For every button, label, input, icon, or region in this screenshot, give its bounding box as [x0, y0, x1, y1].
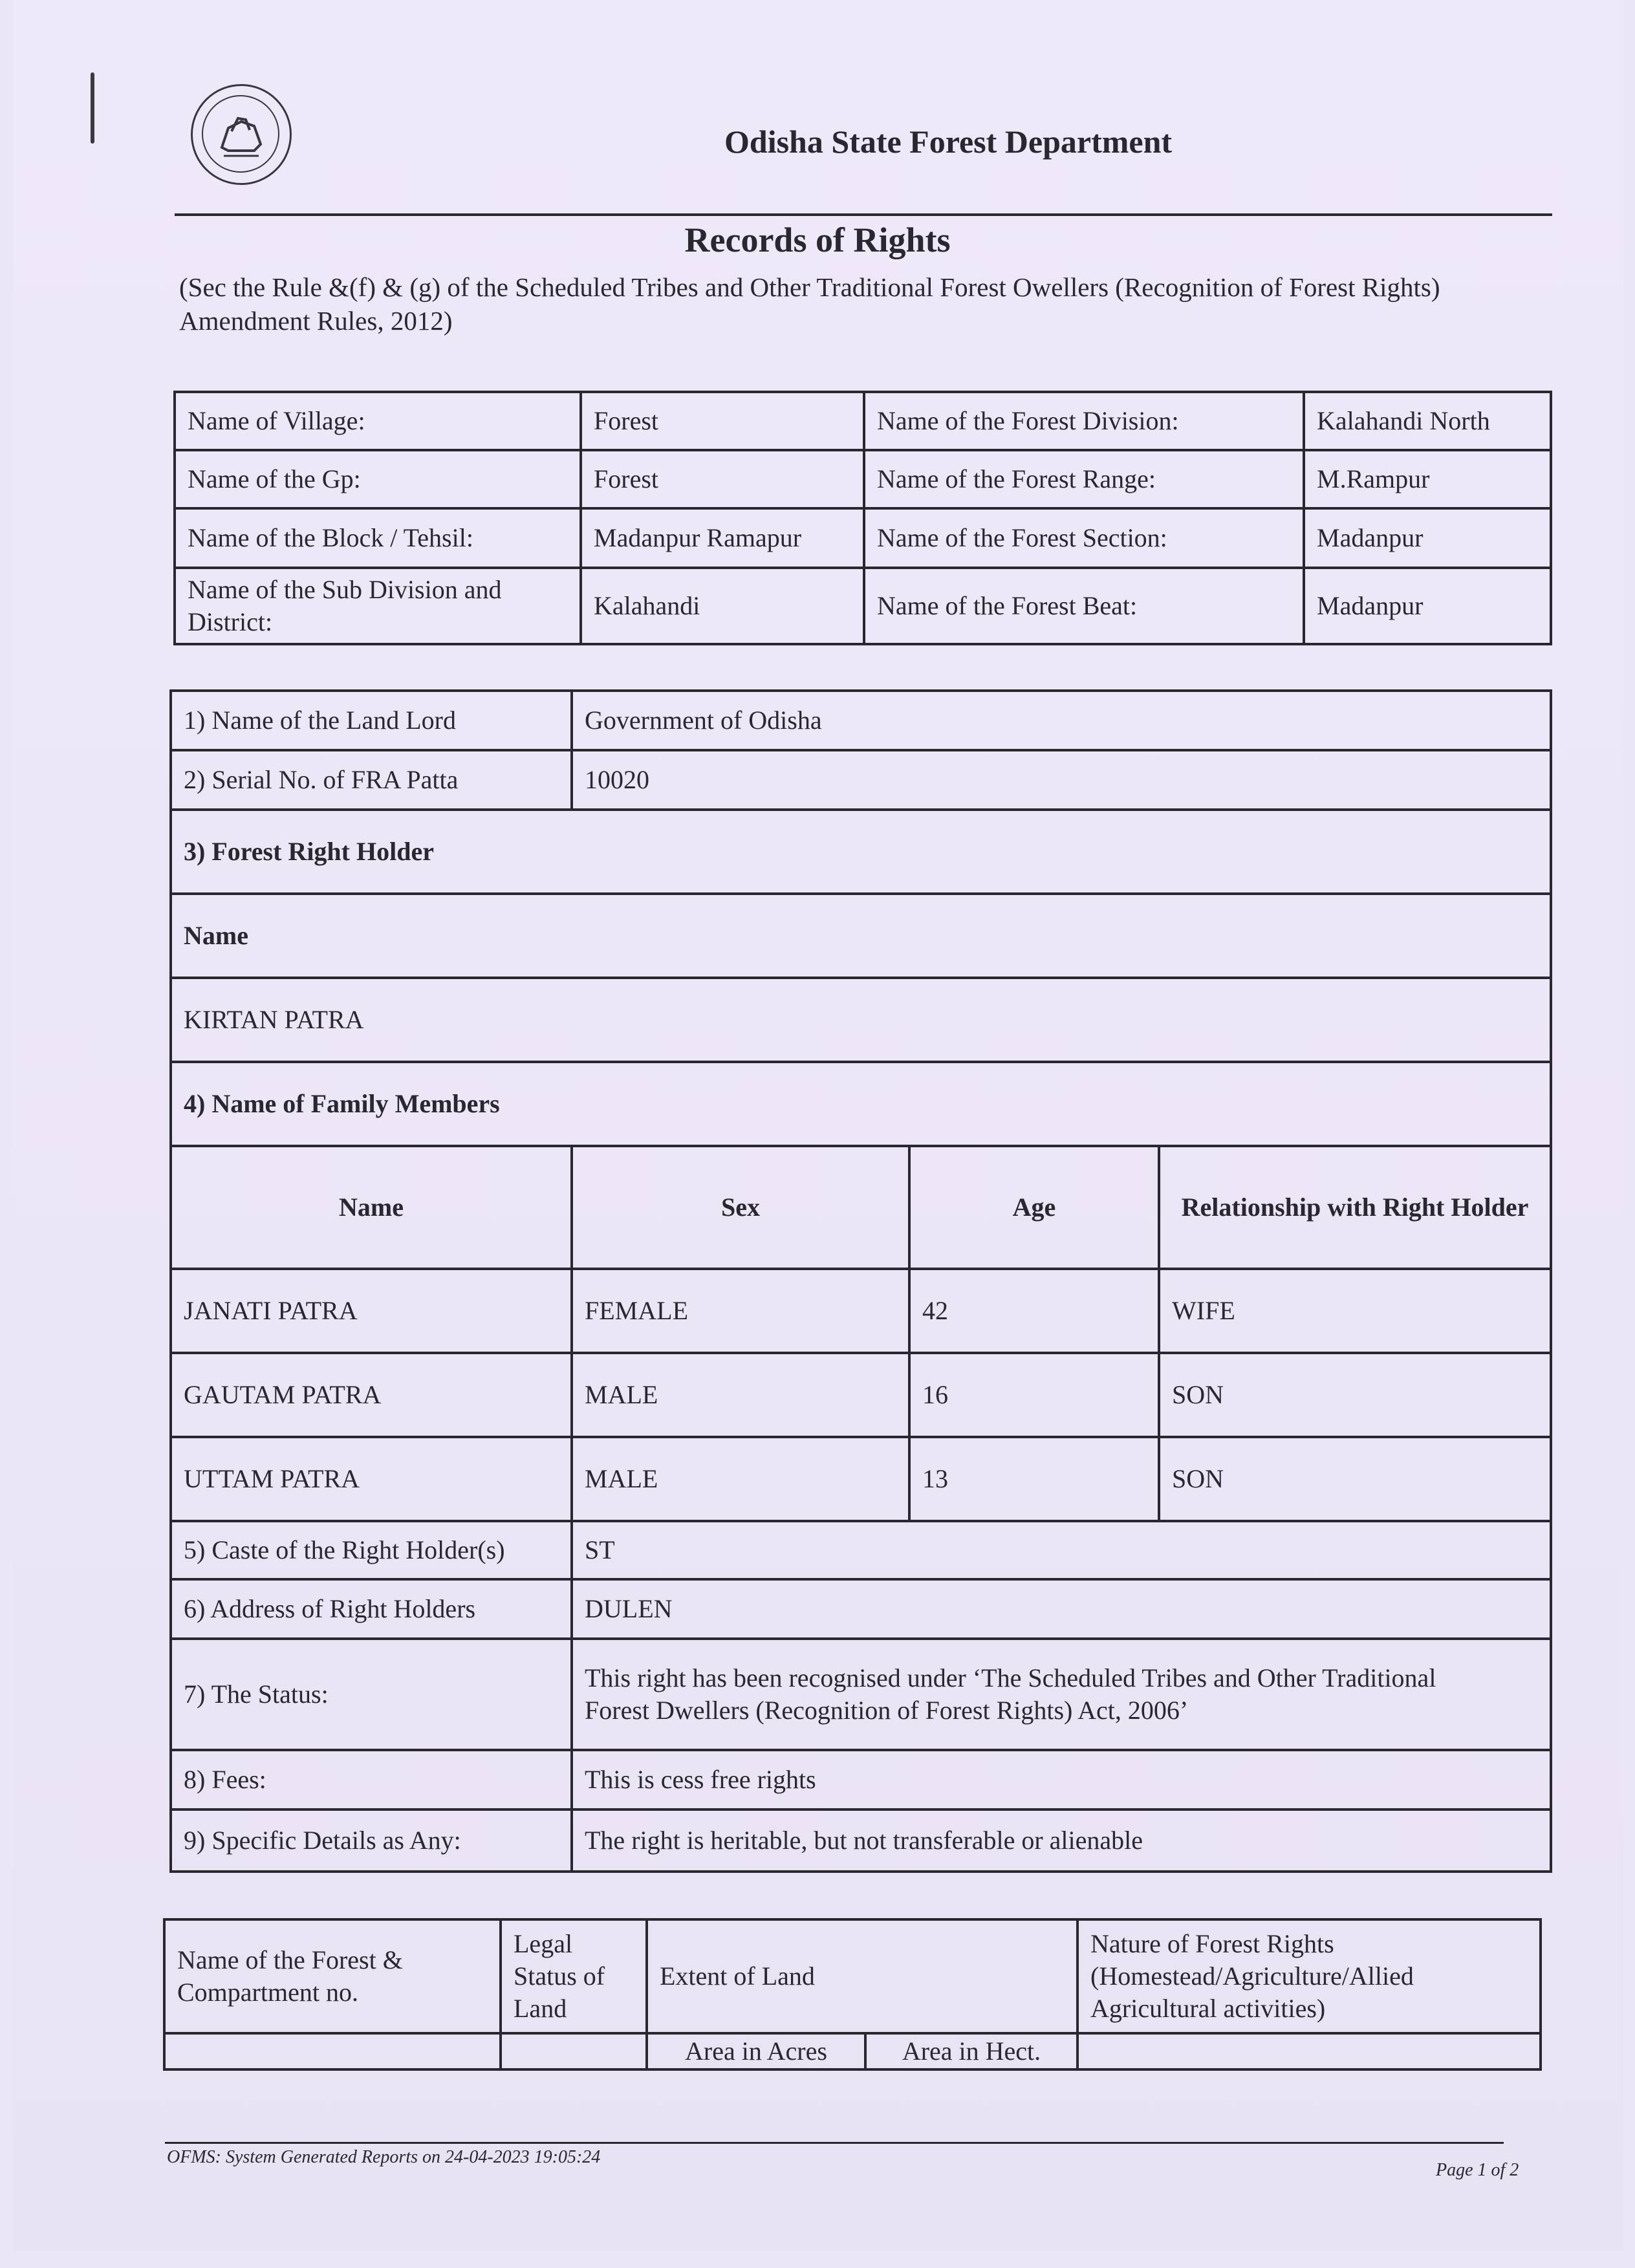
caste-value: ST [572, 1521, 1551, 1579]
member-name: UTTAM PATRA [171, 1437, 572, 1521]
family-col-sex: Sex [572, 1146, 909, 1269]
forest-beat-label: Name of the Forest Beat: [864, 568, 1304, 644]
nature-of-rights-header: Nature of Forest Rights (Homestead/Agriculture/Allied Agricultural activities) [1077, 1919, 1541, 2033]
status-line-2: Forest Dwellers (Recognition of Forest Rights) Act, 2006’ [585, 1696, 1189, 1725]
location-table [173, 391, 1552, 645]
subdivision-label: Name of the Sub Division and District: [175, 568, 581, 644]
family-col-relationship: Relationship with Right Holder [1159, 1146, 1551, 1269]
holder-heading: 3) Forest Right Holder [171, 810, 1551, 894]
serial-value: 10020 [572, 750, 1551, 810]
forest-range-label: Name of the Forest Range: [864, 450, 1304, 508]
forest-section-label: Name of the Forest Section: [864, 508, 1304, 568]
odisha-emblem-icon [191, 84, 292, 185]
member-sex: MALE [572, 1353, 909, 1437]
page-number: Page 1 of 2 [1436, 2160, 1519, 2180]
block-value: Madanpur Ramapur [581, 508, 864, 568]
address-label: 6) Address of Right Holders [171, 1579, 572, 1639]
status-label: 7) The Status: [171, 1639, 572, 1750]
binder-mark [91, 72, 94, 144]
gp-value: Forest [581, 450, 864, 508]
table-row [171, 1269, 1551, 1353]
block-label: Name of the Block / Tehsil: [175, 508, 581, 568]
serial-label: 2) Serial No. of FRA Patta [171, 750, 572, 810]
member-sex: FEMALE [572, 1269, 909, 1353]
forest-beat-value: Madanpur [1304, 568, 1551, 644]
subdivision-value: Kalahandi [581, 568, 864, 644]
forest-compartment-value [164, 2033, 501, 2069]
forest-division-label: Name of the Forest Division: [864, 392, 1304, 450]
document-title: Records of Rights [684, 221, 951, 259]
caste-label: 5) Caste of the Right Holder(s) [171, 1521, 572, 1579]
holder-name-label: Name [171, 894, 1551, 978]
member-relation: SON [1159, 1437, 1551, 1521]
member-age: 42 [909, 1269, 1159, 1353]
status-line-1: This right has been recognised under ‘The Scheduled Tribes and Other Traditional [585, 1663, 1436, 1692]
document-subtitle: (Sec the Rule &(f) & (g) of the Scheduled Tribes and Other Traditional Forest Owellers (Recognition of Forest Rights) Amendment Rules, 2012) [179, 272, 1440, 336]
fees-value: This is cess free rights [572, 1750, 1551, 1809]
member-relation: WIFE [1159, 1269, 1551, 1353]
member-sex: MALE [572, 1437, 909, 1521]
landlord-value: Government of Odisha [572, 691, 1551, 750]
right-holder-table [169, 689, 1552, 1873]
member-age: 16 [909, 1353, 1159, 1437]
gp-label: Name of the Gp: [175, 450, 581, 508]
table-row [171, 1437, 1551, 1521]
holder-name-value: KIRTAN PATRA [171, 978, 1551, 1062]
member-age: 13 [909, 1437, 1159, 1521]
details-value: The right is heritable, but not transferable or alienable [572, 1809, 1551, 1872]
generated-timestamp: OFMS: System Generated Reports on 24-04-2023 19:05:24 [167, 2147, 601, 2167]
family-col-name: Name [171, 1146, 572, 1269]
forest-division-value: Kalahandi North [1304, 392, 1551, 450]
department-title: Odisha State Forest Department [724, 124, 1173, 160]
extent-of-land-header: Extent of Land [647, 1919, 1077, 2033]
footer-divider [165, 2142, 1504, 2144]
status-value [572, 1639, 1551, 1750]
legal-status-header: Legal Status of Land [501, 1919, 647, 2033]
nature-of-rights-value [1077, 2033, 1541, 2069]
land-table [163, 1918, 1542, 2071]
village-label: Name of Village: [175, 392, 581, 450]
address-value: DULEN [572, 1579, 1551, 1639]
fees-label: 8) Fees: [171, 1750, 572, 1809]
landlord-label: 1) Name of the Land Lord [171, 691, 572, 750]
legal-status-value [501, 2033, 647, 2069]
forest-section-value: Madanpur [1304, 508, 1551, 568]
forest-compartment-header: Name of the Forest & Compartment no. [164, 1919, 501, 2033]
details-label: 9) Specific Details as Any: [171, 1809, 572, 1872]
area-hect-header: Area in Hect. [865, 2033, 1077, 2069]
village-value: Forest [581, 392, 864, 450]
forest-range-value: M.Rampur [1304, 450, 1551, 508]
member-name: GAUTAM PATRA [171, 1353, 572, 1437]
table-row [171, 1353, 1551, 1437]
header-divider [175, 213, 1552, 216]
area-acres-header: Area in Acres [647, 2033, 865, 2069]
family-heading: 4) Name of Family Members [171, 1062, 1551, 1146]
member-relation: SON [1159, 1353, 1551, 1437]
family-col-age: Age [909, 1146, 1159, 1269]
member-name: JANATI PATRA [171, 1269, 572, 1353]
